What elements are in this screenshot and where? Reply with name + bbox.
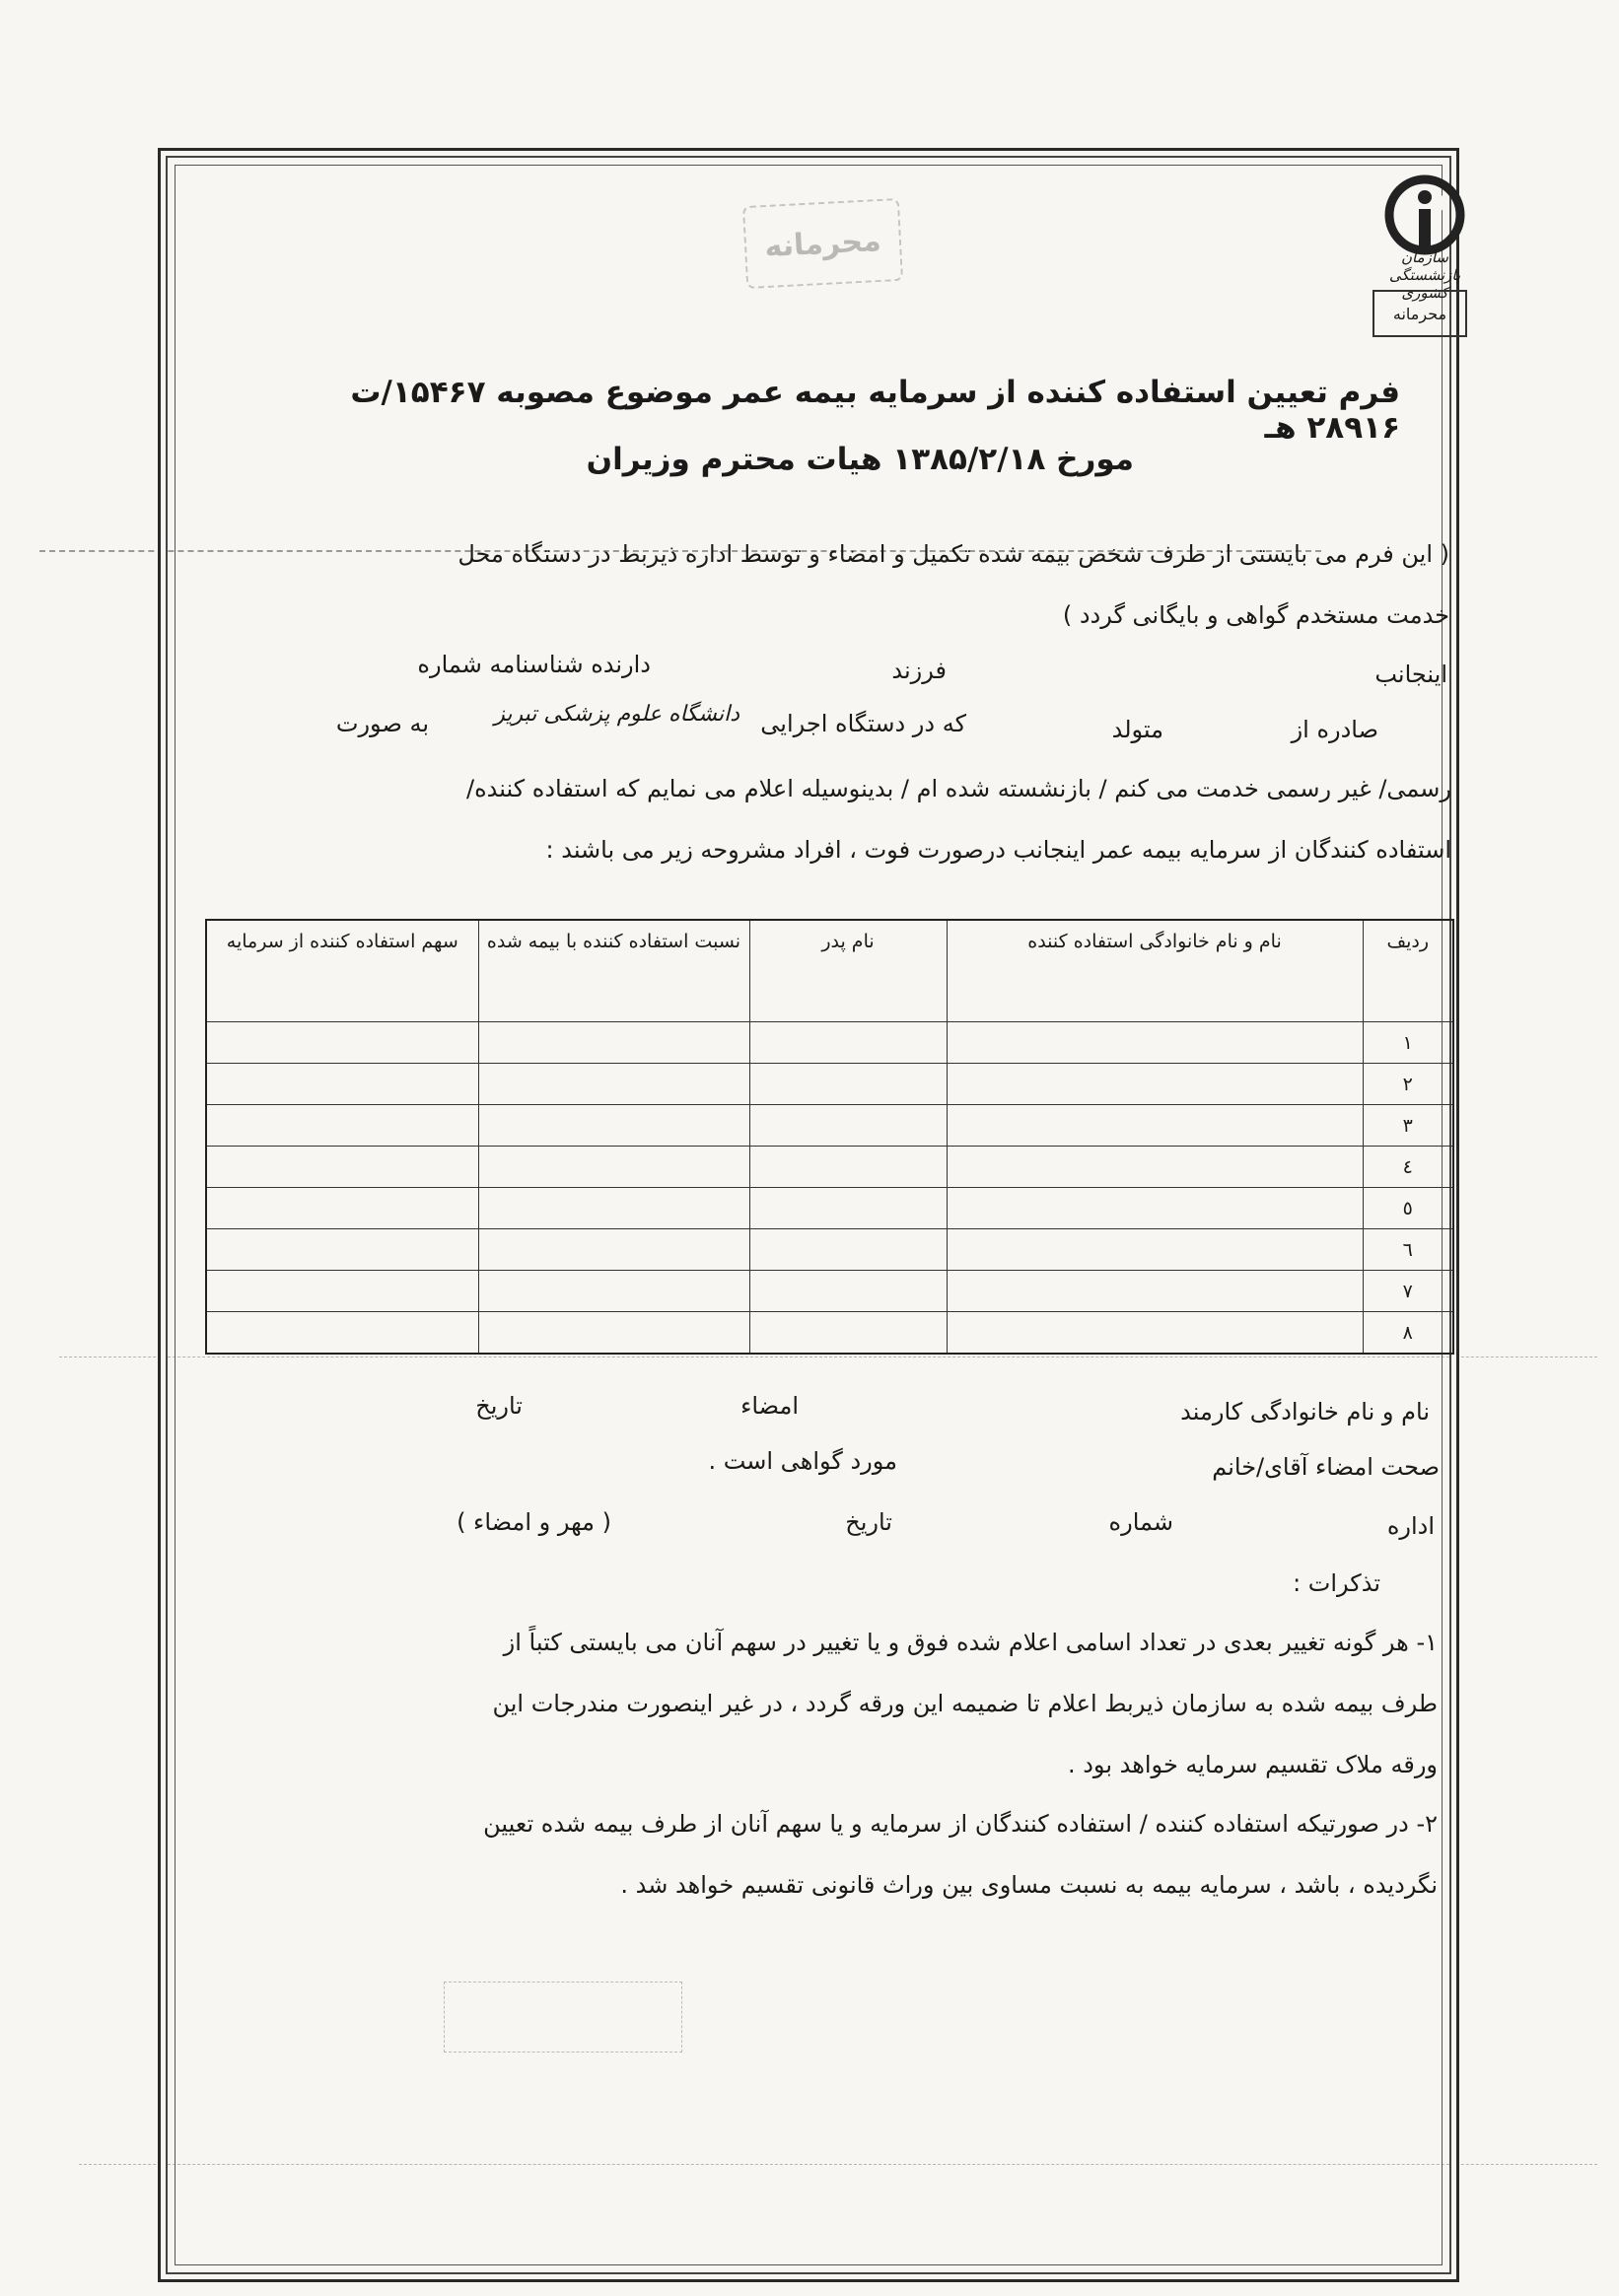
notes-heading: تذکرات : (1293, 1569, 1380, 1597)
row-number: ٤ (1363, 1147, 1453, 1188)
cell-relationship[interactable] (478, 1147, 749, 1188)
row-number: ۱ (1363, 1022, 1453, 1064)
intro-line2: خدمت مستخدم گواهی و بایگانی گردد ) (1062, 601, 1449, 629)
header-full-name: نام و نام خانوادگی استفاده کننده (947, 920, 1363, 1022)
note2-line2: نگردیده ، باشد ، سرمایه بیمه به نسبت مساوی بین وراث قانونی تقسیم خواهد شد . (620, 1871, 1438, 1899)
label-motevaled: متولد (1111, 716, 1163, 743)
label-department: اداره (1386, 1512, 1435, 1540)
cell-full-name[interactable] (947, 1188, 1363, 1229)
header-share: سهم استفاده کننده از سرمایه (206, 920, 478, 1022)
label-signature: امضاء (740, 1392, 799, 1420)
note1-line3: ورقه ملاک تقسیم سرمایه خواهد بود . (1067, 1751, 1438, 1778)
label-signature-verification: صحت امضاء آقای/خانم (1212, 1453, 1440, 1481)
cell-relationship[interactable] (478, 1188, 749, 1229)
logo-caption: سازمان بازنشستگی کشوری (1388, 248, 1461, 302)
label-injaneb: اینجانب (1374, 661, 1447, 688)
cell-share[interactable] (206, 1229, 478, 1271)
note2-line1: ۲- در صورتیکه استفاده کننده / استفاده کنندگان از سرمایه و یا سهم آنان از طرف بیمه شده تعیین (483, 1810, 1438, 1838)
cell-share[interactable] (206, 1312, 478, 1355)
row-number: ٦ (1363, 1229, 1453, 1271)
form-title-line1: فرم تعیین استفاده کننده از سرمایه بیمه عمر موضوع مصوبه ۱۵۴۶۷/ت ۲۸۹۱۶ هـ (350, 375, 1400, 446)
row-number: ۳ (1363, 1105, 1453, 1147)
cell-share[interactable] (206, 1064, 478, 1105)
row-number: ۲ (1363, 1064, 1453, 1105)
cell-father-name[interactable] (749, 1229, 947, 1271)
faded-stamp-box (444, 1982, 682, 2052)
table-row (206, 1147, 1453, 1188)
label-number: شماره (1108, 1508, 1173, 1536)
note1-line2: طرف بیمه شده به سازمان ذیربط اعلام تا ضمیمه این ورقه گردد ، در غیر اینصورت مندرجات این (492, 1690, 1438, 1717)
cell-share[interactable] (206, 1022, 478, 1064)
table-header-row (206, 920, 1453, 1022)
row-number: ٥ (1363, 1188, 1453, 1229)
table-row (206, 1105, 1453, 1147)
confidential-box: محرمانه (1373, 290, 1467, 337)
row-number: ۸ (1363, 1312, 1453, 1355)
label-date: تاریخ (475, 1392, 523, 1420)
cell-relationship[interactable] (478, 1271, 749, 1312)
label-sadereh: صادره از (1291, 716, 1378, 743)
cell-relationship[interactable] (478, 1312, 749, 1355)
table-row (206, 1064, 1453, 1105)
label-certified: مورد گواهی است . (708, 1447, 897, 1475)
row-number: ۷ (1363, 1271, 1453, 1312)
handwritten-organization: دانشگاه علوم پزشکی تبریز (494, 702, 739, 727)
faded-stamp: محرمانه (742, 198, 903, 289)
table-row (206, 1229, 1453, 1271)
cell-full-name[interactable] (947, 1064, 1363, 1105)
cell-full-name[interactable] (947, 1312, 1363, 1355)
cell-father-name[interactable] (749, 1271, 947, 1312)
cell-share[interactable] (206, 1105, 478, 1147)
cell-father-name[interactable] (749, 1312, 947, 1355)
label-employee-name: نام و نام خانوادگی کارمند (1180, 1398, 1430, 1426)
cell-full-name[interactable] (947, 1271, 1363, 1312)
cell-share[interactable] (206, 1188, 478, 1229)
cell-father-name[interactable] (749, 1105, 947, 1147)
header-row-number: ردیف (1363, 920, 1453, 1022)
table-row (206, 1022, 1453, 1064)
header-relationship: نسبت استفاده کننده با بیمه شده (478, 920, 749, 1022)
label-ke-dar: که در دستگاه اجرایی (760, 710, 966, 737)
note1-line1: ۱- هر گونه تغییر بعدی در تعداد اسامی اعلام شده فوق و یا تغییر در سهم آنان می بایستی کتباً از (503, 1629, 1438, 1656)
declaration-line4: استفاده کنندگان از سرمایه بیمه عمر اینجانب درصورت فوت ، افراد مشروحه زیر می باشند : (545, 836, 1451, 864)
label-darandeh: دارنده شناسنامه شماره (417, 651, 651, 678)
cell-relationship[interactable] (478, 1022, 749, 1064)
cell-share[interactable] (206, 1147, 478, 1188)
cell-relationship[interactable] (478, 1064, 749, 1105)
cell-father-name[interactable] (749, 1147, 947, 1188)
cell-full-name[interactable] (947, 1022, 1363, 1064)
table-row (206, 1312, 1453, 1355)
form-title-line2: مورخ ۱۳۸۵/۲/۱۸ هیات محترم وزیران (586, 442, 1134, 477)
table-row (206, 1271, 1453, 1312)
cell-father-name[interactable] (749, 1188, 947, 1229)
label-be-surat: به صورت (335, 710, 429, 737)
cell-relationship[interactable] (478, 1105, 749, 1147)
header-father-name: نام پدر (749, 920, 947, 1022)
cell-full-name[interactable] (947, 1147, 1363, 1188)
beneficiaries-table (205, 919, 1454, 1355)
cell-relationship[interactable] (478, 1229, 749, 1271)
cell-father-name[interactable] (749, 1022, 947, 1064)
cell-father-name[interactable] (749, 1064, 947, 1105)
intro-line1: ( این فرم می بایستی از طرف شخص بیمه شده تکمیل و امضاء و توسط اداره ذیربط در دستگاه محل (458, 540, 1449, 568)
table-row (206, 1188, 1453, 1229)
label-date-2: تاریخ (845, 1508, 892, 1536)
cell-share[interactable] (206, 1271, 478, 1312)
cell-full-name[interactable] (947, 1229, 1363, 1271)
label-farzand: فرزند (891, 657, 947, 684)
label-seal-signature: ( مهر و امضاء ) (457, 1508, 611, 1536)
cell-full-name[interactable] (947, 1105, 1363, 1147)
declaration-line3: رسمی/ غیر رسمی خدمت می کنم / بازنشسته شده ام / بدینوسیله اعلام می نمایم که استفاده کننده/ (466, 775, 1451, 802)
